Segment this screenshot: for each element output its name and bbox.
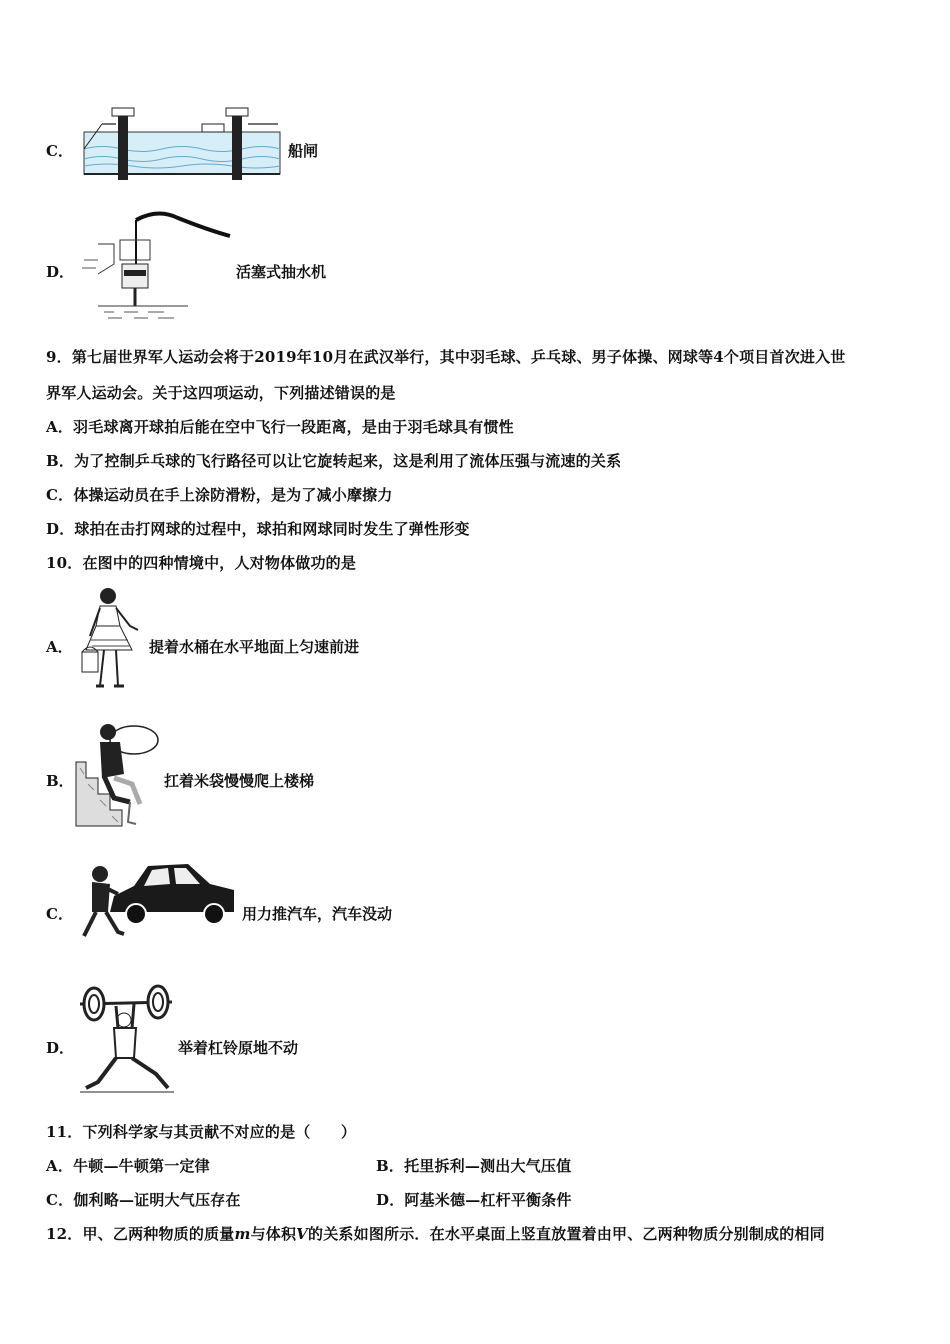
q12-stem-mid: 与体积	[250, 1225, 297, 1243]
q10-option-a-caption: 提着水桶在水平地面上匀速前进	[149, 638, 360, 656]
q11-stem: 11．下列科学家与其贡献不对应的是（ ）	[46, 1123, 357, 1141]
q12-stem-pre: 12．甲、乙两种物质的质量	[46, 1225, 235, 1243]
q12-var-v: V	[296, 1225, 309, 1243]
q9-option-c: C．体操运动员在手上涂防滑粉，是为了减小摩擦力	[46, 486, 393, 504]
ship-lock-figure	[82, 104, 282, 184]
man-carrying-rice-bag-stairs-figure	[74, 718, 164, 830]
q9-option-d: D．球拍在击打网球的过程中，球拍和网球同时发生了弹性形变	[46, 520, 470, 538]
q11-option-d: D．阿基米德—杠杆平衡条件	[376, 1191, 572, 1209]
q10-option-c-caption: 用力推汽车，汽车没动	[242, 905, 393, 923]
q9-stem-line2: 界军人运动会。关于这四项运动，下列描述错误的是	[46, 384, 396, 402]
q11-option-c: C．伽利略—证明大气压存在	[46, 1191, 241, 1209]
q8-option-c-label: C．	[46, 142, 73, 160]
q8-option-d-label: D．	[46, 263, 75, 281]
q12-stem-post: 的关系如图所示．在水平桌面上竖直放置着由甲、乙两种物质分别制成的相同	[308, 1225, 825, 1243]
q11-option-b: B．托里拆利—测出大气压值	[376, 1157, 572, 1175]
q10-option-a-label: A．	[46, 638, 73, 656]
q8-option-c-caption: 船闸	[288, 142, 319, 160]
q10-stem: 10．在图中的四种情境中，人对物体做功的是	[46, 554, 357, 572]
q10-option-d-label: D．	[46, 1039, 75, 1057]
q9-option-a: A．羽毛球离开球拍后能在空中飞行一段距离，是由于羽毛球具有惯性	[46, 418, 514, 436]
girl-carrying-bucket-figure	[78, 586, 144, 696]
piston-pump-figure	[78, 208, 238, 320]
q9-option-b: B．为了控制乒乓球的飞行路径可以让它旋转起来，这是利用了流体压强与流速的关系	[46, 452, 622, 470]
q11-option-a: A．牛顿—牛顿第一定律	[46, 1157, 210, 1175]
q10-option-d-caption: 举着杠铃原地不动	[178, 1039, 299, 1057]
q10-option-b-caption: 扛着米袋慢慢爬上楼梯	[164, 772, 315, 790]
q8-option-d-caption: 活塞式抽水机	[236, 263, 327, 281]
q12-stem	[46, 1223, 825, 1244]
q9-stem-line1: 9．第七届世界军人运动会将于2019年10月在武汉举行，其中羽毛球、乒乓球、男子体操、网球等4个项目首次进入世	[46, 348, 846, 366]
q10-option-b-label: B．	[46, 772, 74, 790]
q12-var-m: m	[234, 1225, 251, 1243]
weightlifter-holding-barbell-figure	[76, 984, 176, 1096]
q10-option-c-label: C．	[46, 905, 73, 923]
man-pushing-car-figure	[78, 856, 238, 946]
